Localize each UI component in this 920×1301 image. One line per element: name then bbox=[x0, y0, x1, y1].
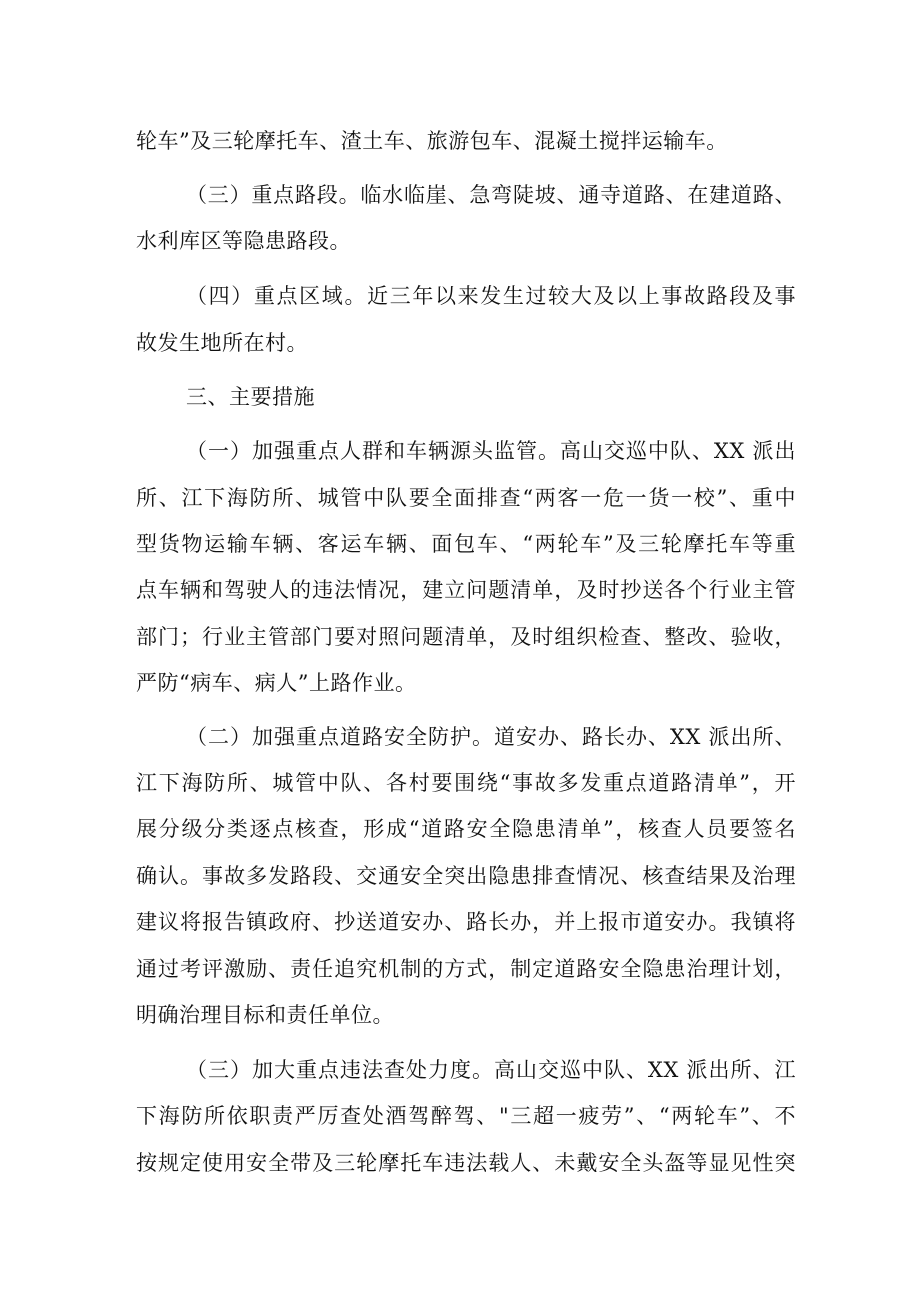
paragraph-line: 确认。事故多发路段、交通安全突出隐患排查情况、核查结果及治理 bbox=[136, 864, 796, 888]
paragraph-line: 轮车”及三轮摩托车、渣土车、旅游包车、混凝土搅拌运输车。 bbox=[136, 129, 728, 153]
paragraph-line: 故发生地所在村。 bbox=[136, 331, 308, 355]
paragraph-line: 建议将报告镇政府、抄送道安办、路长办，并上报市道安办。我镇将 bbox=[136, 910, 796, 934]
paragraph-line: 下海防所依职责严厉查处酒驾醉驾、"三超一疲劳”、“两轮车”、不 bbox=[136, 1104, 796, 1128]
paragraph-line: （三）重点路段。临水临崖、急弯陡坡、通寺道路、在建道路、 bbox=[186, 183, 796, 207]
section-heading: 三、主要措施 bbox=[186, 385, 315, 409]
paragraph-line: 展分级分类逐点核查，形成“道路安全隐患清单”，核查人员要签名 bbox=[136, 817, 796, 841]
paragraph-line: 明确治理目标和责任单位。 bbox=[136, 1003, 394, 1027]
paragraph-line: 通过考评激励、责任追究机制的方式，制定道路安全隐患治理计划， bbox=[136, 957, 796, 981]
paragraph-line: 江下海防所、城管中队、各村要围绕“事故多发重点道路清单”，开 bbox=[136, 771, 796, 795]
paragraph-line: （四）重点区域。近三年以来发生过较大及以上事故路段及事 bbox=[186, 284, 796, 308]
paragraph-line: （三）加大重点违法查处力度。高山交巡中队、XX 派出所、江 bbox=[186, 1058, 796, 1082]
paragraph-line: （一）加强重点人群和车辆源头监管。高山交巡中队、XX 派出 bbox=[186, 439, 796, 463]
paragraph-line: 严防“病车、病人”上路作业。 bbox=[136, 671, 417, 695]
paragraph-line: 点车辆和驾驶人的违法情况，建立问题清单，及时抄送各个行业主管 bbox=[136, 578, 796, 602]
paragraph-line: 水利库区等隐患路段。 bbox=[136, 229, 351, 253]
paragraph-line: 部门；行业主管部门要对照问题清单，及时组织检查、整改、验收， bbox=[136, 625, 796, 649]
paragraph-line: 所、江下海防所、城管中队要全面排查“两客一危一货一校”、重中 bbox=[136, 486, 796, 510]
paragraph-line: 按规定使用安全带及三轮摩托车违法载人、未戴安全头盔等显见性突 bbox=[136, 1151, 796, 1175]
paragraph-line: （二）加强重点道路安全防护。道安办、路长办、XX 派出所、 bbox=[186, 725, 796, 749]
paragraph-line: 型货物运输车辆、客运车辆、面包车、“两轮车”及三轮摩托车等重 bbox=[136, 532, 796, 556]
